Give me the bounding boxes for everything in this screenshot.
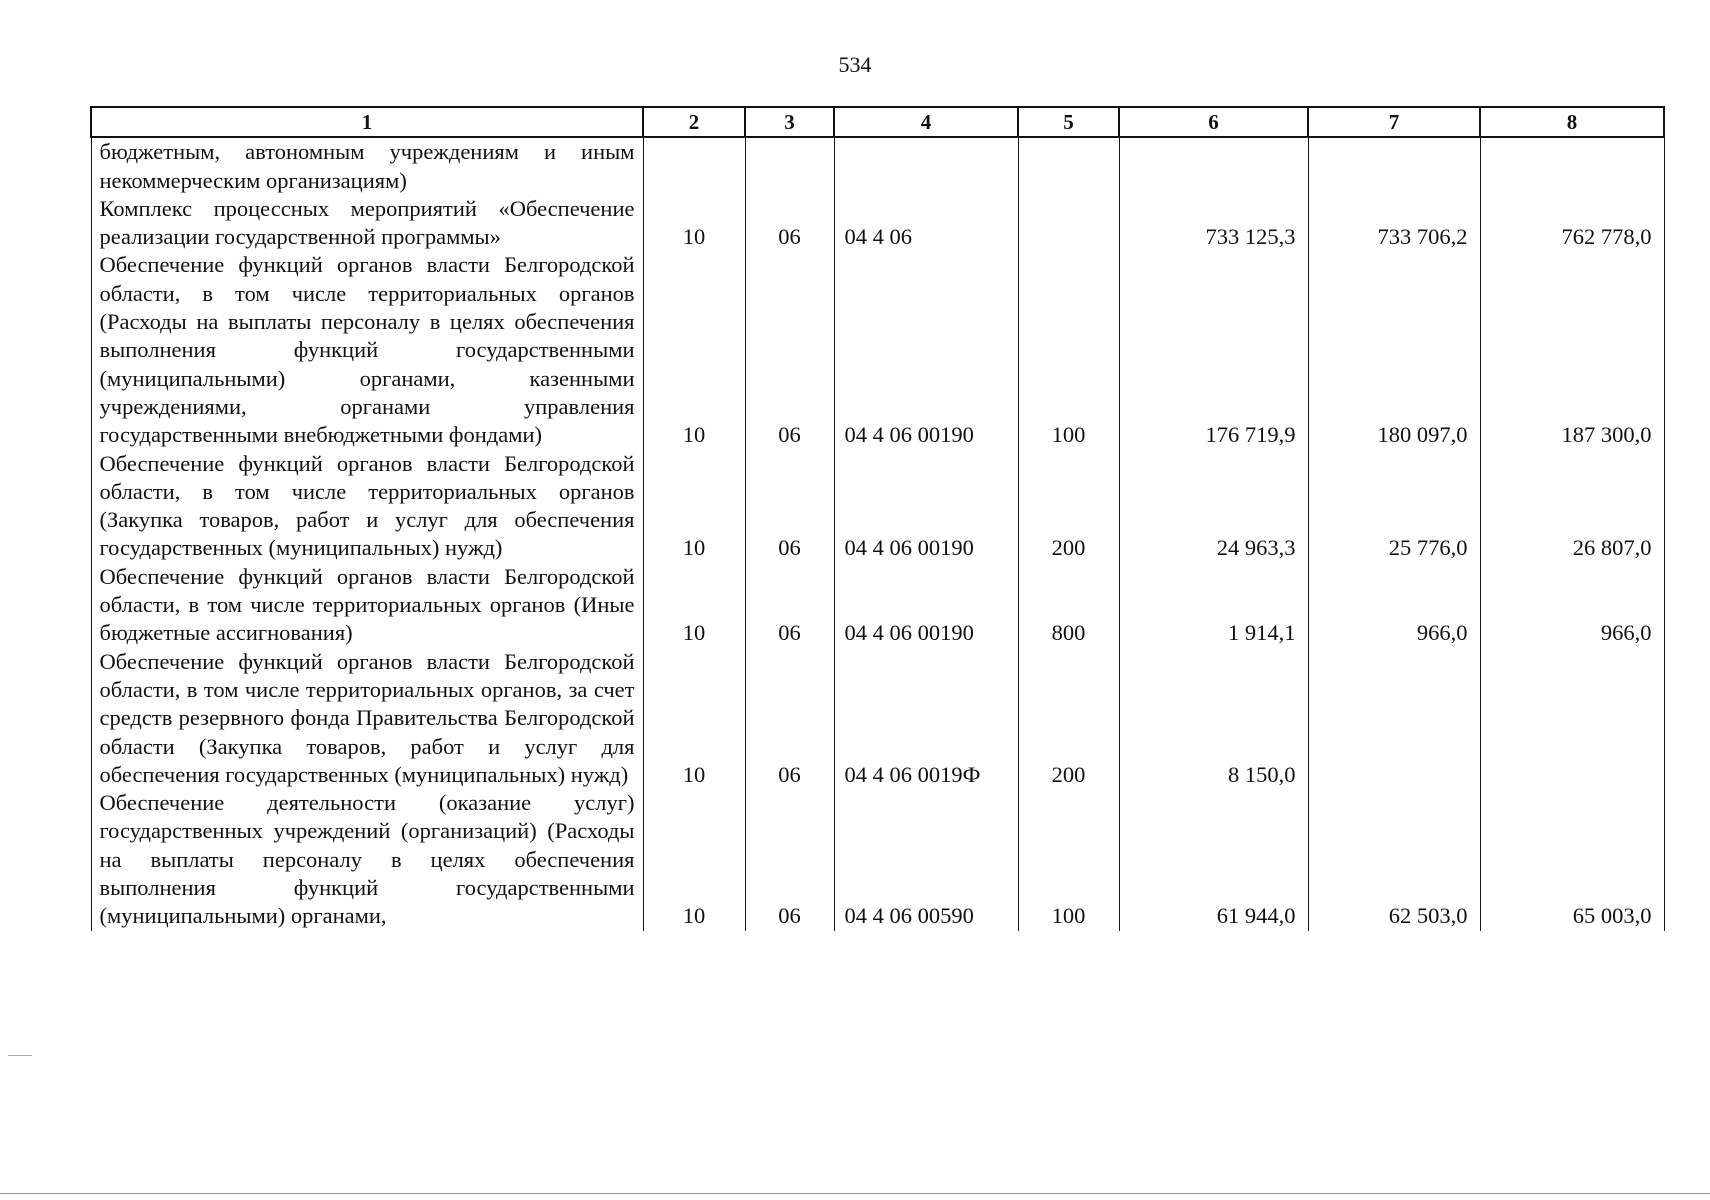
column-header-8: 8 bbox=[1480, 107, 1664, 137]
cell-target-article: 04 4 06 00190 bbox=[834, 251, 1018, 449]
cell-amount-8: 966,0 bbox=[1480, 563, 1664, 648]
cell-target-article: 04 4 06 0019Ф bbox=[834, 648, 1018, 789]
cell-expense-type bbox=[1018, 137, 1119, 195]
cell-amount-8: 187 300,0 bbox=[1480, 251, 1664, 449]
cell-section: 10 bbox=[643, 789, 745, 930]
cell-subsection: 06 bbox=[745, 789, 834, 930]
cell-section bbox=[643, 137, 745, 195]
scan-margin-mark bbox=[8, 1055, 32, 1056]
row-description: бюджетным, автономным учреждениям и иным некоммерческим организациям) bbox=[91, 137, 643, 195]
cell-subsection bbox=[745, 137, 834, 195]
table-row bbox=[91, 789, 1664, 930]
cell-target-article: 04 4 06 00590 bbox=[834, 789, 1018, 930]
row-description: Комплекс процессных мероприятий «Обеспечение реализации государственной программы» bbox=[91, 195, 643, 252]
cell-amount-6: 8 150,0 bbox=[1119, 648, 1308, 789]
table-row bbox=[91, 563, 1664, 648]
cell-subsection: 06 bbox=[745, 195, 834, 252]
cell-amount-7 bbox=[1308, 648, 1480, 789]
table-row bbox=[91, 251, 1664, 449]
cell-target-article: 04 4 06 00190 bbox=[834, 563, 1018, 648]
cell-section: 10 bbox=[643, 563, 745, 648]
cell-expense-type: 100 bbox=[1018, 789, 1119, 930]
cell-target-article bbox=[834, 137, 1018, 195]
cell-amount-7: 62 503,0 bbox=[1308, 789, 1480, 930]
page-number: 534 bbox=[838, 52, 872, 77]
cell-expense-type: 200 bbox=[1018, 648, 1119, 789]
cell-amount-7: 180 097,0 bbox=[1308, 251, 1480, 449]
cell-amount-7 bbox=[1308, 137, 1480, 195]
cell-target-article: 04 4 06 bbox=[834, 195, 1018, 252]
cell-amount-8: 65 003,0 bbox=[1480, 789, 1664, 930]
cell-expense-type: 100 bbox=[1018, 251, 1119, 449]
budget-table bbox=[90, 106, 1665, 931]
cell-expense-type bbox=[1018, 195, 1119, 252]
column-header-3: 3 bbox=[745, 107, 834, 137]
table-row bbox=[91, 195, 1664, 252]
cell-target-article: 04 4 06 00190 bbox=[834, 450, 1018, 563]
table-row bbox=[91, 137, 1664, 195]
cell-subsection: 06 bbox=[745, 450, 834, 563]
cell-expense-type: 800 bbox=[1018, 563, 1119, 648]
cell-section: 10 bbox=[643, 648, 745, 789]
table-row bbox=[91, 648, 1664, 789]
cell-amount-6: 176 719,9 bbox=[1119, 251, 1308, 449]
cell-amount-6: 1 914,1 bbox=[1119, 563, 1308, 648]
cell-amount-8: 26 807,0 bbox=[1480, 450, 1664, 563]
column-header-1: 1 bbox=[91, 107, 643, 137]
row-description: Обеспечение функций органов власти Белгородской области, в том числе территориальных органов (Закупка товаров, работ и услуг для обеспечения государственных (муниципальных) нужд) bbox=[91, 450, 643, 563]
cell-section: 10 bbox=[643, 251, 745, 449]
cell-amount-7: 966,0 bbox=[1308, 563, 1480, 648]
cell-amount-7: 25 776,0 bbox=[1308, 450, 1480, 563]
column-header-2: 2 bbox=[643, 107, 745, 137]
cell-subsection: 06 bbox=[745, 563, 834, 648]
cell-amount-6: 733 125,3 bbox=[1119, 195, 1308, 252]
cell-amount-8 bbox=[1480, 137, 1664, 195]
table-row bbox=[91, 450, 1664, 563]
cell-subsection: 06 bbox=[745, 648, 834, 789]
row-description: Обеспечение функций органов власти Белгородской области, в том числе территориальных органов (Иные бюджетные ассигнования) bbox=[91, 563, 643, 648]
row-description: Обеспечение функций органов власти Белгородской области, в том числе территориальных органов, за счет средств резервного фонда Правительства Белгородской области (Закупка товаров, работ и услуг для обеспечения государственных (муниципальных) нужд) bbox=[91, 648, 643, 789]
cell-section: 10 bbox=[643, 450, 745, 563]
cell-amount-8 bbox=[1480, 648, 1664, 789]
column-header-5: 5 bbox=[1018, 107, 1119, 137]
scan-bottom-rule bbox=[0, 1193, 1710, 1194]
cell-subsection: 06 bbox=[745, 251, 834, 449]
cell-amount-6 bbox=[1119, 137, 1308, 195]
header-row bbox=[91, 107, 1664, 137]
cell-expense-type: 200 bbox=[1018, 450, 1119, 563]
row-description: Обеспечение деятельности (оказание услуг) государственных учреждений (организаций) (Расходы на выплаты персоналу в целях обеспечения выполнения функций государственными (муниципальными) органами, bbox=[91, 789, 643, 930]
cell-amount-6: 24 963,3 bbox=[1119, 450, 1308, 563]
column-header-7: 7 bbox=[1308, 107, 1480, 137]
cell-amount-7: 733 706,2 bbox=[1308, 195, 1480, 252]
column-header-4: 4 bbox=[834, 107, 1018, 137]
column-header-6: 6 bbox=[1119, 107, 1308, 137]
cell-amount-6: 61 944,0 bbox=[1119, 789, 1308, 930]
cell-amount-8: 762 778,0 bbox=[1480, 195, 1664, 252]
row-description: Обеспечение функций органов власти Белгородской области, в том числе территориальных органов (Расходы на выплаты персоналу в целях обеспечения выполнения функций государственными (муниципальными) органами, казенными учреждениями, органами управления государственными внебюджетными фондами) bbox=[91, 251, 643, 449]
cell-section: 10 bbox=[643, 195, 745, 252]
